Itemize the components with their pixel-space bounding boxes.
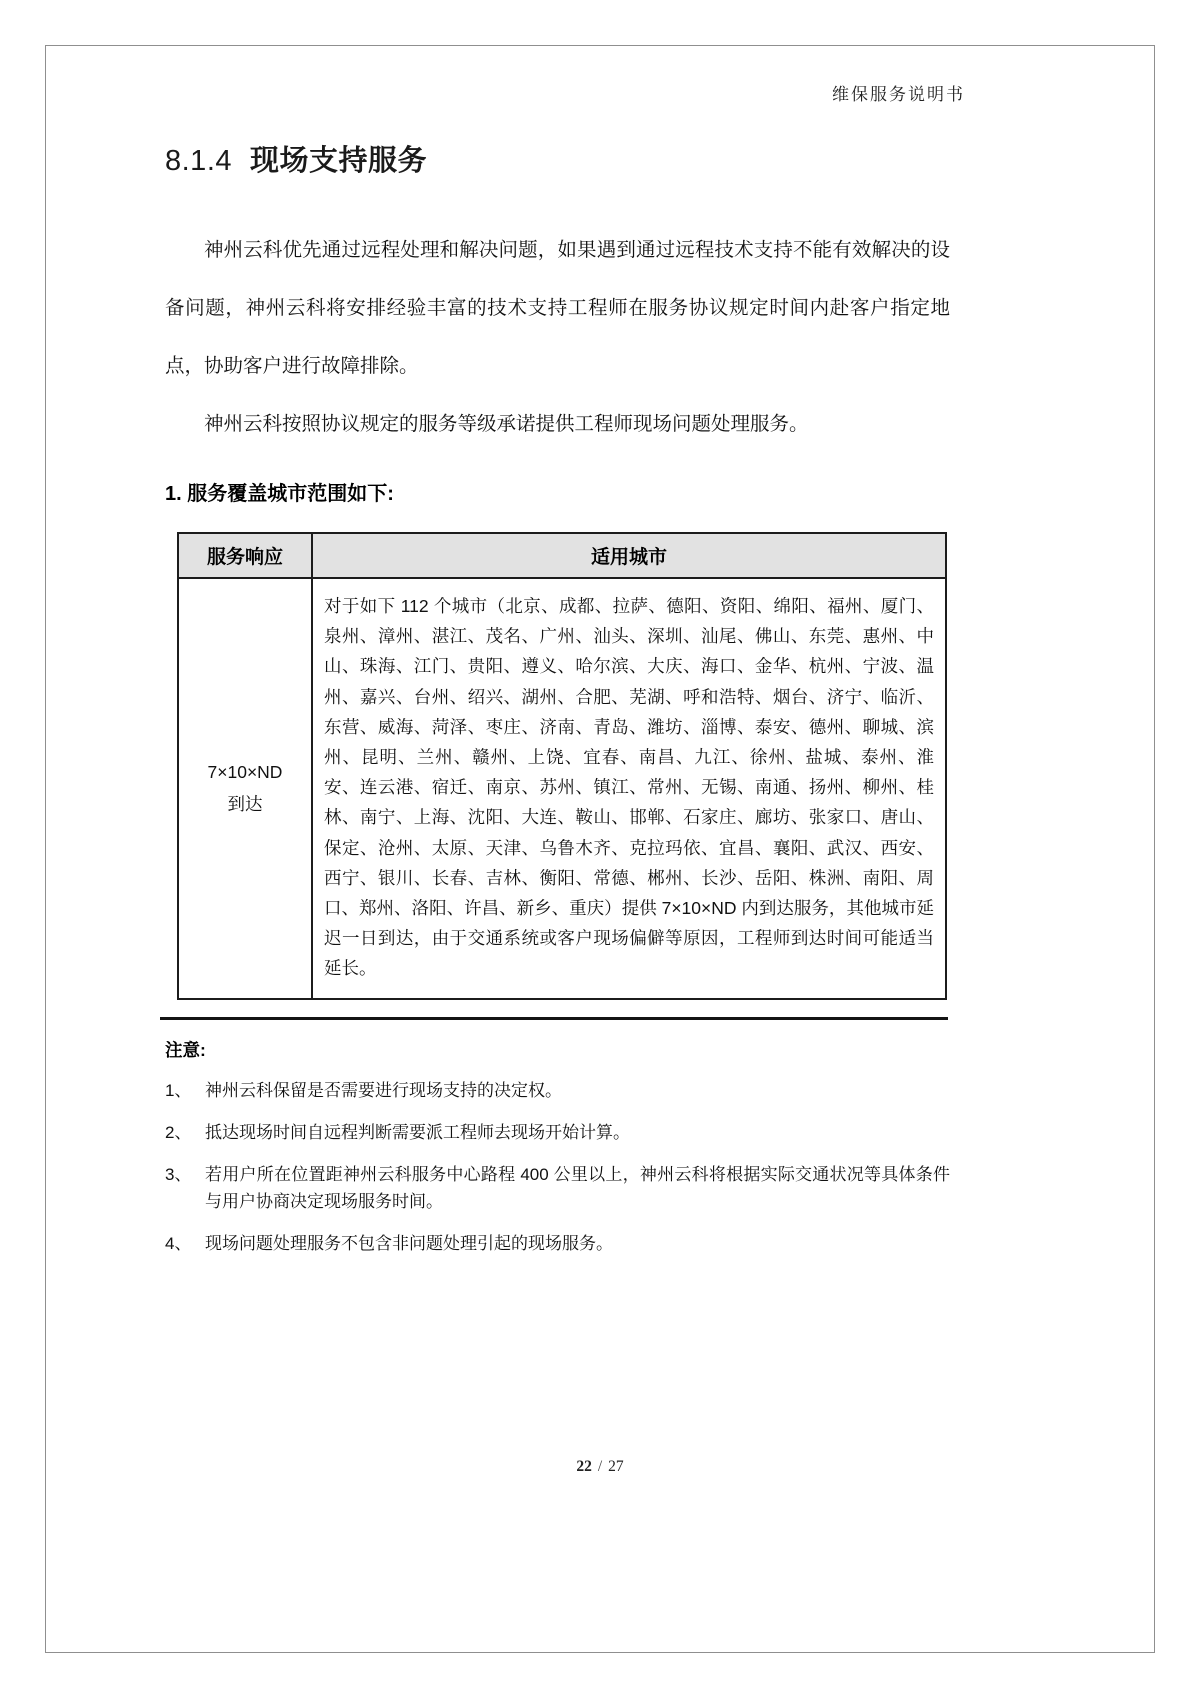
table-row [178, 578, 946, 999]
note-number: 2、 [165, 1122, 192, 1142]
section-title [165, 138, 950, 179]
response-arrival: 到达 [227, 794, 263, 815]
document-header [165, 80, 965, 105]
body-text-block [165, 221, 950, 453]
paragraph-2: 神州云科按照协议规定的服务等级承诺提供工程师现场问题处理服务。 [204, 413, 809, 435]
note-item-1 [165, 1077, 950, 1104]
note-number: 1、 [165, 1080, 192, 1100]
table-header-row [178, 533, 946, 578]
notes-title: 注意: [165, 1039, 206, 1060]
note-text: 神州云科保留是否需要进行现场支持的决定权。 [205, 1080, 562, 1100]
note-text: 现场问题处理服务不包含非问题处理引起的现场服务。 [205, 1233, 613, 1253]
document-footer [0, 1458, 1200, 1476]
footer-current-page: 22 [576, 1458, 592, 1475]
table-header-service-response: 服务响应 [178, 533, 312, 578]
note-text: 抵达现场时间自远程判断需要派工程师去现场开始计算。 [205, 1122, 630, 1142]
notes-divider-rule [160, 1017, 948, 1020]
page-content [165, 138, 950, 1257]
coverage-list-heading: 1. 服务覆盖城市范围如下: [165, 483, 394, 505]
applicable-cities-cell: 对于如下 112 个城市（北京、成都、拉萨、德阳、资阳、绵阳、福州、厦门、泉州、漳州、湛江、茂名、广州、汕头、深圳、汕尾、佛山、东莞、惠州、中山、珠海、江门、贵阳、遵义、哈尔滨、大庆、海口、金华、杭州、宁波、温州、嘉兴、台州、绍兴、湖州、合肥、芜湖、呼和浩特、烟台、济宁、临沂、东营、威海、菏泽、枣庄、济南、青岛、潍坊、淄博、泰安、德州、聊城、滨州、昆明、兰州、赣州、上饶、宜春、南昌、九江、徐州、盐城、泰州、淮安、连云港、宿迁、南京、苏州、镇江、常州、无锡、南通、扬州、柳州、桂林、南宁、上海、沈阳、大连、鞍山、邯郸、石家庄、廊坊、张家口、唐山、保定、沧州、太原、天津、乌鲁木齐、克拉玛依、宜昌、襄阳、武汉、西安、西宁、银川、长春、吉林、衡阳、常德、郴州、长沙、岳阳、株洲、南阳、周口、郑州、洛阳、许昌、新乡、重庆）提供 7×10×ND 内到达服务，其他城市延迟一日到达，由于交通系统或客户现场偏僻等原因，工程师到达时间可能适当延长。 [312, 578, 946, 999]
note-number: 4、 [165, 1233, 192, 1253]
note-number: 3、 [165, 1164, 192, 1184]
table-header-applicable-cities: 适用城市 [312, 533, 946, 578]
notes-section [165, 1037, 950, 1257]
service-response-cell [178, 578, 312, 999]
section-title-text: 现场支持服务 [250, 145, 428, 177]
document-header-title: 维保服务说明书 [832, 85, 965, 104]
note-text: 若用户所在位置距神州云科服务中心路程 400 公里以上，神州云科将根据实际交通状况等具体条件与用户协商决定现场服务时间。 [205, 1164, 950, 1211]
footer-page-separator: / [597, 1458, 603, 1475]
note-item-4 [165, 1230, 950, 1257]
response-level: 7×10×ND [207, 762, 283, 783]
service-coverage-table [177, 532, 947, 1000]
note-item-2 [165, 1119, 950, 1146]
note-item-3 [165, 1161, 950, 1215]
paragraph-1: 神州云科优先通过远程处理和解决问题，如果遇到通过远程技术支持不能有效解决的设备问题，神州云科将安排经验丰富的技术支持工程师在服务协议规定时间内赴客户指定地点，协助客户进行故障排除。 [165, 239, 950, 377]
section-number: 8.1.4 [165, 145, 232, 177]
footer-total-pages: 27 [608, 1458, 624, 1475]
